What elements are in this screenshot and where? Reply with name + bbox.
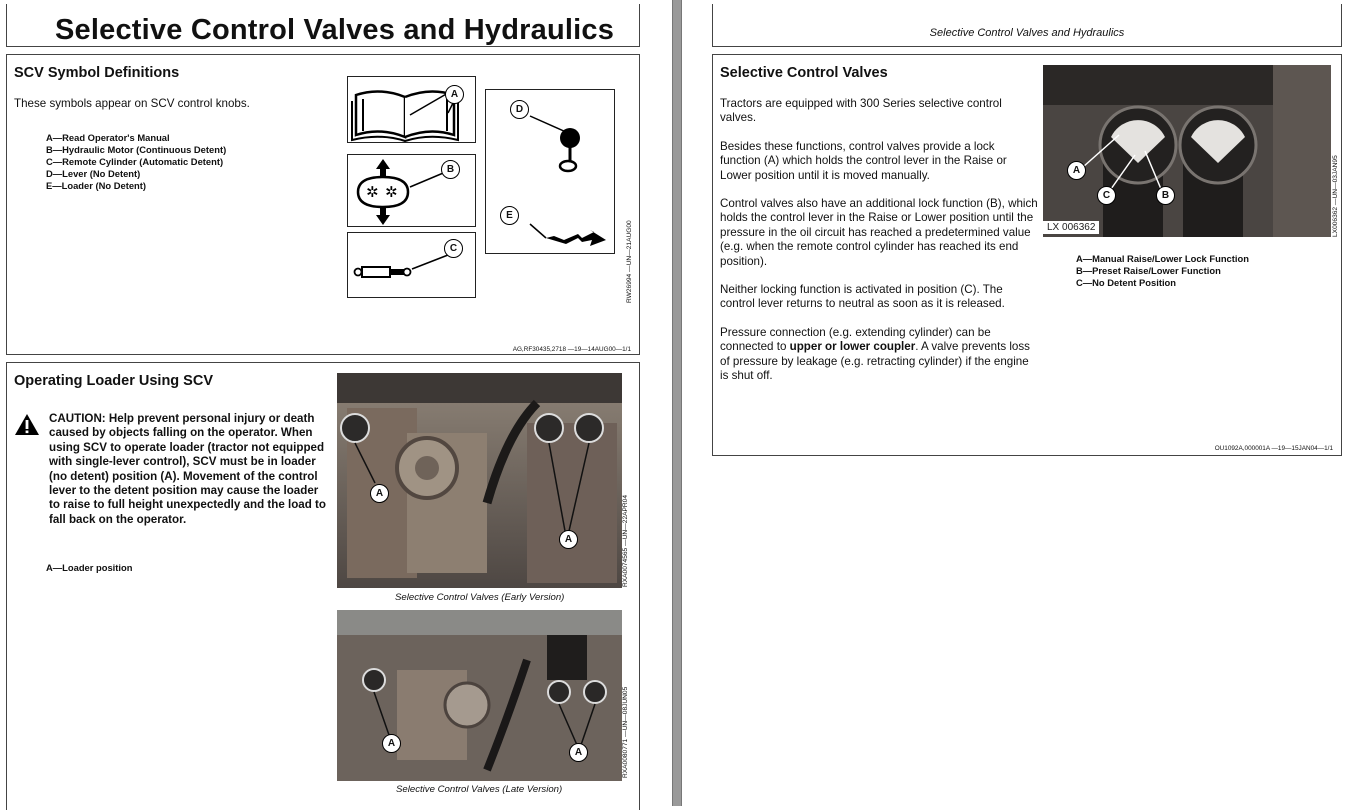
photo-early-version bbox=[337, 373, 622, 588]
label-e: E bbox=[500, 206, 519, 225]
paragraph: Tractors are equipped with 300 Series selective control valves. bbox=[720, 97, 1002, 125]
label-b: B bbox=[441, 160, 460, 179]
legend-item: E—Loader (No Detent) bbox=[46, 180, 147, 191]
photo-code: LX006362 —UN—03JAN95 bbox=[1332, 155, 1339, 237]
photo2-caption: Selective Control Valves (Late Version) bbox=[396, 784, 563, 795]
scv-symbol-section bbox=[6, 54, 640, 355]
section-heading: SCV Symbol Definitions bbox=[14, 65, 180, 81]
legend-item: C—No Detent Position bbox=[1076, 277, 1176, 288]
photo2-code: RXA0080771 —UN—08JUN05 bbox=[622, 686, 629, 778]
loader-legend: A—Loader position bbox=[46, 562, 133, 573]
paragraph: Neither locking function is activated in position (C). The control lever returns to neutral as soon as it is released. bbox=[720, 283, 1005, 311]
scv-section bbox=[712, 54, 1342, 456]
valve-photo bbox=[1043, 65, 1331, 237]
photo-late-version bbox=[337, 610, 622, 781]
page-divider bbox=[672, 0, 682, 806]
caution-text: CAUTION: Help prevent personal injury or death caused by objects falling on the operator. When using SCV to operate loader (tractor not equipped with single-lever control), SCV must be in loader (no detent) position (A). Movement of the control lever to the detent position may cause the loader to raise to full height unexpectedly and the load to fall back on the operator. bbox=[49, 412, 326, 526]
photo-id-tag: LX 006362 bbox=[1043, 221, 1099, 234]
page-title: Selective Control Valves and Hydraulics bbox=[55, 14, 615, 46]
legend-item: B—Hydraulic Motor (Continuous Detent) bbox=[46, 144, 227, 155]
section-heading: Selective Control Valves bbox=[720, 65, 888, 81]
valve-label-c: C bbox=[1097, 186, 1116, 205]
running-header: Selective Control Valves and Hydraulics bbox=[929, 27, 1125, 39]
symbol-de-box bbox=[485, 89, 615, 254]
body-text bbox=[720, 97, 1038, 384]
loader-section bbox=[6, 362, 640, 810]
photo1-code: RXA0074565 —UN—22APR04 bbox=[622, 495, 629, 587]
label-a: A bbox=[445, 85, 464, 104]
legend-item: C—Remote Cylinder (Automatic Detent) bbox=[46, 156, 224, 167]
paragraph bbox=[720, 326, 1038, 384]
footer-code: OU1092A,000001A —19—15JAN04—1/1 bbox=[1214, 445, 1333, 452]
valve-legend bbox=[1076, 253, 1249, 289]
footer-code: AG,RF30435,2718 —19—14AUG00—1/1 bbox=[512, 346, 631, 353]
photo1-caption: Selective Control Valves (Early Version) bbox=[395, 592, 565, 603]
pressure-bold: upper or lower coupler bbox=[789, 340, 916, 354]
valve-label-b: B bbox=[1156, 186, 1175, 205]
legend-item: A—Manual Raise/Lower Lock Function bbox=[1076, 253, 1249, 264]
section-heading: Operating Loader Using SCV bbox=[14, 373, 213, 389]
label-d: D bbox=[510, 100, 529, 119]
photo-label-a: A bbox=[559, 530, 578, 549]
paragraph: Control valves also have an additional lock function (B), which holds the control lever in the Raise or Lower position until the pressure in the oil circuit has reached a predetermined value (e.g. when the remote control cylinder has reached its end position). bbox=[720, 197, 1038, 268]
valve-label-a: A bbox=[1067, 161, 1086, 180]
svg-text:✲: ✲ bbox=[366, 183, 379, 201]
photo-label-a: A bbox=[370, 484, 389, 503]
photo-label-a: A bbox=[382, 734, 401, 753]
photo-label-a: A bbox=[569, 743, 588, 762]
title-box bbox=[6, 4, 640, 47]
right-header-box bbox=[712, 4, 1342, 47]
pressure-text: . A valve prevents loss of pressure by leakage (e.g. retracting cylinder) if the engine is shut off. bbox=[720, 340, 1030, 383]
legend-item: B—Preset Raise/Lower Function bbox=[1076, 265, 1221, 276]
svg-text:✲: ✲ bbox=[385, 183, 398, 201]
legend-item: A—Read Operator's Manual bbox=[46, 132, 170, 143]
legend-item: D—Lever (No Detent) bbox=[46, 168, 141, 179]
intro-text: These symbols appear on SCV control knobs. bbox=[14, 97, 250, 110]
symbol-legend bbox=[46, 132, 226, 192]
pressure-text: Pressure connection (e.g. extending cylinder) can be connected to bbox=[720, 325, 991, 354]
paragraph: Besides these functions, control valves provide a lock function (A) which holds the control lever in the Raise or Lower position until it is moved manually. bbox=[720, 139, 1007, 182]
figure-code: RW26994 —UN—21AUG00 bbox=[626, 220, 633, 303]
lever-loader-icons bbox=[486, 90, 616, 255]
label-c: C bbox=[444, 239, 463, 258]
warning-icon bbox=[14, 413, 40, 436]
